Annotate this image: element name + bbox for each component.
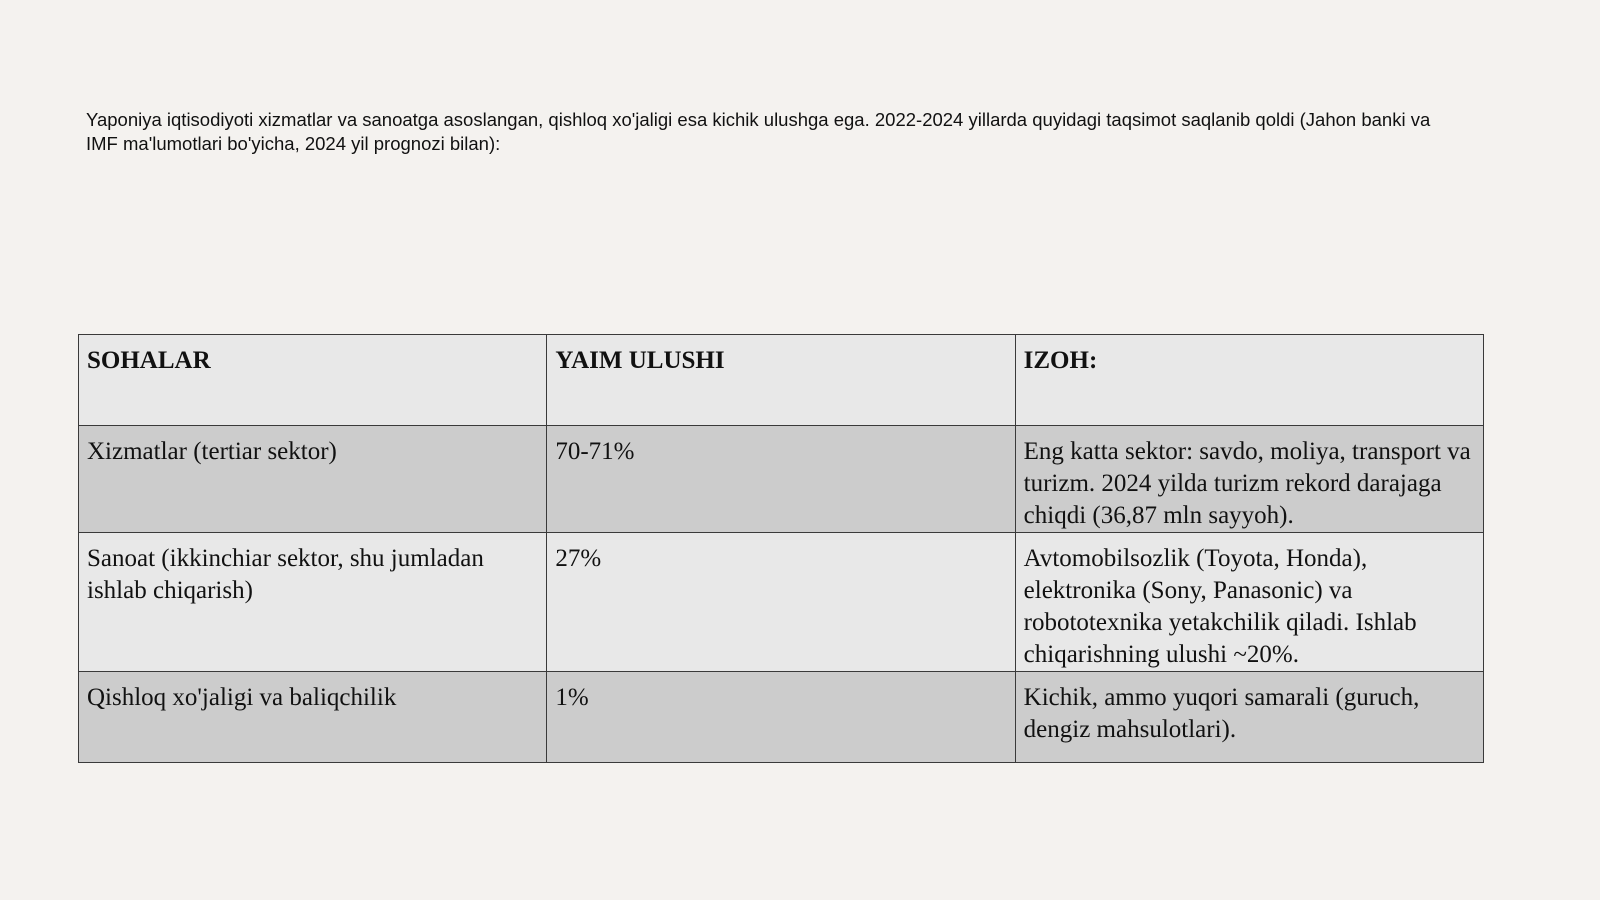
- cell-share: 1%: [547, 672, 1015, 763]
- cell-note: Avtomobilsozlik (Toyota, Honda), elektronika (Sony, Panasonic) va robototexnika yetakchilik qiladi. Ishlab chiqarishning ulushi ~20%.: [1015, 533, 1483, 672]
- header-note: IZOH:: [1015, 335, 1483, 426]
- cell-share: 70-71%: [547, 426, 1015, 533]
- intro-paragraph: Yaponiya iqtisodiyoti xizmatlar va sanoatga asoslangan, qishloq xo'jaligi esa kichik ulushga ega. 2022-2024 yillarda quyidagi taqsimot saqlanib qoldi (Jahon banki va IMF ma'lumotlari bo'yicha, 2024 yil prognozi bilan):: [86, 109, 1431, 154]
- table-row: [79, 533, 1484, 672]
- cell-note: Eng katta sektor: savdo, moliya, transport va turizm. 2024 yilda turizm rekord darajaga chiqdi (36,87 mln sayyoh).: [1015, 426, 1483, 533]
- cell-sector: Sanoat (ikkinchiar sektor, shu jumladan ishlab chiqarish): [79, 533, 547, 672]
- cell-note: Kichik, ammo yuqori samarali (guruch, dengiz mahsulotlari).: [1015, 672, 1483, 763]
- gdp-sectors-table: [78, 334, 1484, 763]
- cell-share: 27%: [547, 533, 1015, 672]
- cell-sector: Xizmatlar (tertiar sektor): [79, 426, 547, 533]
- table-row: [79, 672, 1484, 763]
- cell-sector: Qishloq xo'jaligi va baliqchilik: [79, 672, 547, 763]
- table-header-row: [79, 335, 1484, 426]
- header-gdp-share: YAIM ULUSHI: [547, 335, 1015, 426]
- table-row: [79, 426, 1484, 533]
- header-sectors: SOHALAR: [79, 335, 547, 426]
